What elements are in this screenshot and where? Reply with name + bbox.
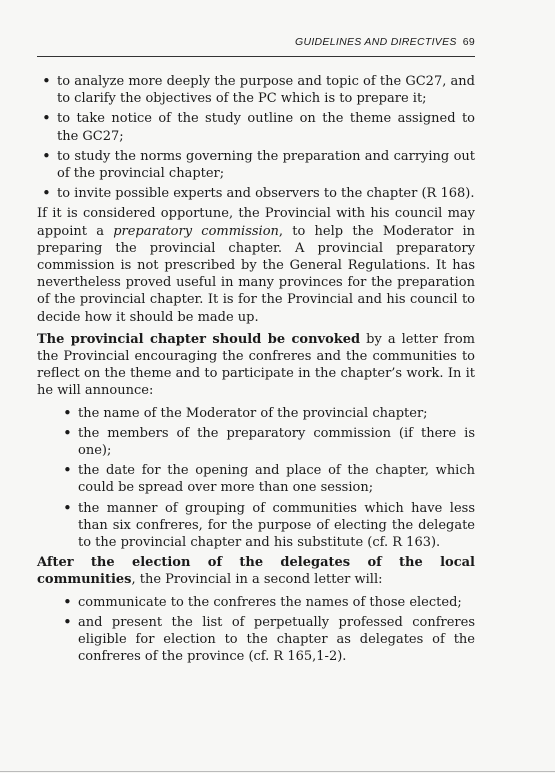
list-item: • to take notice of the study outline on the theme assigned to the GC27; bbox=[37, 110, 475, 144]
bold-lead: The provincial chapter should be convoked bbox=[37, 331, 361, 347]
list-item: • the date for the opening and place of the chapter, which could be spread over more than one session; bbox=[37, 462, 475, 496]
list-item: • the name of the Moderator of the provincial chapter; bbox=[37, 405, 475, 422]
bold-lead: After the election of the delegates of the local communities bbox=[37, 555, 475, 588]
list-item: • to study the norms governing the preparation and carrying out of the provincial chapter; bbox=[37, 148, 475, 182]
page-body bbox=[37, 73, 475, 669]
list-item: • to invite possible experts and observers to the chapter (R 168). bbox=[37, 185, 475, 202]
list-item: • communicate to the confreres the names of those elected; bbox=[37, 594, 475, 611]
page-edge-line bbox=[0, 771, 555, 772]
header-rule bbox=[37, 56, 475, 57]
objectives-list bbox=[37, 73, 475, 202]
list-item: • the members of the preparatory commission (if there is one); bbox=[37, 425, 475, 459]
convocation-paragraph: The provincial chapter should be convoked by a letter from the Provincial encouraging the confreres and the communities to reflect on the theme and to participate in the chapter’s work. In it he will announce: bbox=[37, 331, 475, 399]
list-item: • the manner of grouping of communities which have less than six confreres, for the purpose of electing the delegate to the provincial chapter and his substitute (cf. R 163). bbox=[37, 500, 475, 552]
list-item: • to analyze more deeply the purpose and topic of the GC27, and to clarify the objectives of the PC which is to prepare it; bbox=[37, 73, 475, 107]
preparatory-commission-paragraph: If it is considered opportune, the Provincial with his council may appoint a preparatory commission, to help the Moderator in preparing the provincial chapter. A provincial preparatory commission is not prescribed by the General Regulations. It has nevertheless proved useful in many provinces for the preparation of the provincial chapter. It is for the Provincial and his council to decide how it should be made up. bbox=[37, 206, 475, 325]
running-header bbox=[37, 36, 475, 48]
running-header-title: GUIDELINES AND DIRECTIVES bbox=[294, 36, 457, 48]
second-letter-list bbox=[37, 594, 475, 666]
page-number: 69 bbox=[462, 36, 475, 48]
list-item: • and present the list of perpetually professed confreres eligible for election to the chapter as delegates of the confreres of the province (cf. R 165,1-2). bbox=[37, 614, 475, 666]
announcement-list bbox=[37, 405, 475, 552]
election-paragraph: After the election of the delegates of the local communities, the Provincial in a second letter will: bbox=[37, 555, 475, 588]
emphasis-text: preparatory commission bbox=[113, 223, 279, 239]
